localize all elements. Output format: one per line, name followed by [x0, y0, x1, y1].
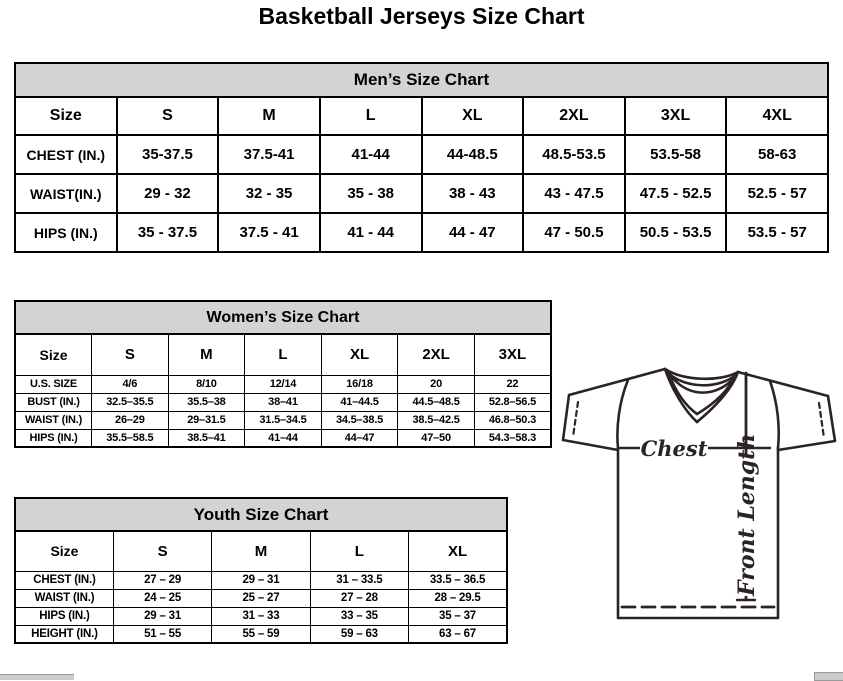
- womens-col-header-s: S: [92, 334, 169, 375]
- womens-size-value: 34.5–38.5: [321, 411, 398, 429]
- mens-col-header-xl: XL: [422, 97, 524, 135]
- womens-row-label: BUST (IN.): [15, 393, 92, 411]
- womens-size-value: 4/6: [92, 375, 169, 393]
- womens-size-value: 41–44: [245, 429, 322, 447]
- womens-size-value: 47–50: [398, 429, 475, 447]
- mens-size-value: 48.5-53.5: [523, 135, 625, 174]
- mens-size-value: 50.5 - 53.5: [625, 213, 727, 252]
- youth-data-row: [15, 571, 507, 589]
- womens-row-label: WAIST (IN.): [15, 411, 92, 429]
- womens-col-header-2xl: 2XL: [398, 334, 475, 375]
- womens-data-row: [15, 375, 551, 393]
- youth-size-value: 27 – 28: [310, 589, 408, 607]
- youth-size-value: 24 – 25: [113, 589, 211, 607]
- mens-size-value: 32 - 35: [218, 174, 320, 213]
- youth-data-row: [15, 625, 507, 643]
- youth-size-value: 28 – 29.5: [409, 589, 507, 607]
- mens-size-chart-table: [14, 62, 829, 253]
- womens-table-caption-row: [15, 301, 551, 334]
- womens-size-value: 35.5–38: [168, 393, 245, 411]
- youth-col-header-m: M: [212, 531, 310, 571]
- page-title: Basketball Jerseys Size Chart: [258, 3, 585, 29]
- mens-data-row: [15, 213, 828, 252]
- womens-data-row: [15, 411, 551, 429]
- mens-size-value: 58-63: [726, 135, 828, 174]
- youth-size-value: 33.5 – 36.5: [409, 571, 507, 589]
- youth-table-caption-row: [15, 498, 507, 531]
- mens-col-header-s: S: [117, 97, 219, 135]
- womens-table-title: Women’s Size Chart: [15, 301, 551, 334]
- youth-size-value: 29 – 31: [212, 571, 310, 589]
- womens-data-row: [15, 429, 551, 447]
- mens-size-value: 37.5 - 41: [218, 213, 320, 252]
- mens-size-value: 35 - 37.5: [117, 213, 219, 252]
- mens-data-row: [15, 135, 828, 174]
- mens-table-title: Men’s Size Chart: [15, 63, 828, 97]
- mens-col-header-m: M: [218, 97, 320, 135]
- womens-col-header-3xl: 3XL: [474, 334, 551, 375]
- youth-size-value: 27 – 29: [113, 571, 211, 589]
- womens-size-value: 20: [398, 375, 475, 393]
- front-length-label: Front Length: [734, 433, 760, 596]
- mens-size-value: 38 - 43: [422, 174, 524, 213]
- youth-size-value: 33 – 35: [310, 607, 408, 625]
- youth-row-label: HEIGHT (IN.): [15, 625, 113, 643]
- mens-row-label: CHEST (IN.): [15, 135, 117, 174]
- womens-size-value: 8/10: [168, 375, 245, 393]
- womens-col-header-l: L: [245, 334, 322, 375]
- youth-size-label: Size: [15, 531, 113, 571]
- youth-col-header-l: L: [310, 531, 408, 571]
- mens-row-label: HIPS (IN.): [15, 213, 117, 252]
- left-sleeve-dashed-seam: [573, 402, 578, 437]
- right-sleeve-outline: [778, 396, 835, 450]
- womens-size-value: 32.5–35.5: [92, 393, 169, 411]
- womens-row-label: U.S. SIZE: [15, 375, 92, 393]
- mens-size-label: Size: [15, 97, 117, 135]
- womens-size-chart-table: [14, 300, 552, 448]
- mens-size-value: 41-44: [320, 135, 422, 174]
- mens-size-value: 29 - 32: [117, 174, 219, 213]
- youth-size-chart-table: [14, 497, 508, 644]
- youth-size-value: 25 – 27: [212, 589, 310, 607]
- mens-row-label: WAIST(IN.): [15, 174, 117, 213]
- left-sleeve-outline: [563, 395, 618, 450]
- youth-size-header-row: [15, 531, 507, 571]
- youth-size-value: 59 – 63: [310, 625, 408, 643]
- mens-size-value: 44-48.5: [422, 135, 524, 174]
- scrollbar-fragment-right[interactable]: [814, 672, 843, 681]
- mens-col-header-4xl: 4XL: [726, 97, 828, 135]
- youth-data-row: [15, 607, 507, 625]
- womens-size-label: Size: [15, 334, 92, 375]
- womens-size-value: 22: [474, 375, 551, 393]
- youth-size-value: 31 – 33: [212, 607, 310, 625]
- right-sleeve-dashed-seam: [819, 403, 824, 438]
- mens-table-caption-row: [15, 63, 828, 97]
- mens-size-value: 35 - 38: [320, 174, 422, 213]
- womens-size-value: 38–41: [245, 393, 322, 411]
- womens-size-value: 41–44.5: [321, 393, 398, 411]
- womens-size-value: 52.8–56.5: [474, 393, 551, 411]
- scrollbar-fragment-left[interactable]: [0, 674, 74, 680]
- womens-size-value: 12/14: [245, 375, 322, 393]
- mens-col-header-3xl: 3XL: [625, 97, 727, 135]
- womens-size-value: 26–29: [92, 411, 169, 429]
- mens-size-value: 35-37.5: [117, 135, 219, 174]
- womens-size-value: 54.3–58.3: [474, 429, 551, 447]
- mens-size-header-row: [15, 97, 828, 135]
- chest-label: Chest: [640, 436, 708, 461]
- mens-size-value: 44 - 47: [422, 213, 524, 252]
- jersey-outline-drawing: [556, 360, 843, 627]
- mens-col-header-l: L: [320, 97, 422, 135]
- youth-col-header-xl: XL: [409, 531, 507, 571]
- mens-size-value: 47 - 50.5: [523, 213, 625, 252]
- youth-size-value: 55 – 59: [212, 625, 310, 643]
- womens-data-row: [15, 393, 551, 411]
- youth-row-label: CHEST (IN.): [15, 571, 113, 589]
- mens-data-row: [15, 174, 828, 213]
- womens-col-header-xl: XL: [321, 334, 398, 375]
- mens-size-value: 41 - 44: [320, 213, 422, 252]
- right-armhole-seam: [770, 381, 779, 448]
- left-shoulder-line: [569, 369, 665, 395]
- womens-size-value: 16/18: [321, 375, 398, 393]
- womens-row-label: HIPS (IN.): [15, 429, 92, 447]
- womens-size-value: 35.5–58.5: [92, 429, 169, 447]
- mens-size-value: 43 - 47.5: [523, 174, 625, 213]
- youth-table-title: Youth Size Chart: [15, 498, 507, 531]
- youth-col-header-s: S: [113, 531, 211, 571]
- womens-size-value: 31.5–34.5: [245, 411, 322, 429]
- youth-row-label: WAIST (IN.): [15, 589, 113, 607]
- youth-size-value: 29 – 31: [113, 607, 211, 625]
- right-shoulder-line: [738, 372, 828, 396]
- mens-size-value: 37.5-41: [218, 135, 320, 174]
- womens-size-header-row: [15, 334, 551, 375]
- womens-size-value: 38.5–42.5: [398, 411, 475, 429]
- youth-size-value: 35 – 37: [409, 607, 507, 625]
- womens-col-header-m: M: [168, 334, 245, 375]
- youth-size-value: 31 – 33.5: [310, 571, 408, 589]
- youth-row-label: HIPS (IN.): [15, 607, 113, 625]
- youth-size-value: 51 – 55: [113, 625, 211, 643]
- youth-size-value: 63 – 67: [409, 625, 507, 643]
- mens-size-value: 47.5 - 52.5: [625, 174, 727, 213]
- womens-size-value: 46.8–50.3: [474, 411, 551, 429]
- youth-data-row: [15, 589, 507, 607]
- mens-size-value: 53.5-58: [625, 135, 727, 174]
- left-armhole-seam: [617, 380, 628, 448]
- womens-size-value: 44–47: [321, 429, 398, 447]
- mens-size-value: 53.5 - 57: [726, 213, 828, 252]
- mens-size-value: 52.5 - 57: [726, 174, 828, 213]
- womens-size-value: 44.5–48.5: [398, 393, 475, 411]
- mens-col-header-2xl: 2XL: [523, 97, 625, 135]
- womens-size-value: 38.5–41: [168, 429, 245, 447]
- jersey-measurement-diagram: [556, 360, 843, 627]
- womens-size-value: 29–31.5: [168, 411, 245, 429]
